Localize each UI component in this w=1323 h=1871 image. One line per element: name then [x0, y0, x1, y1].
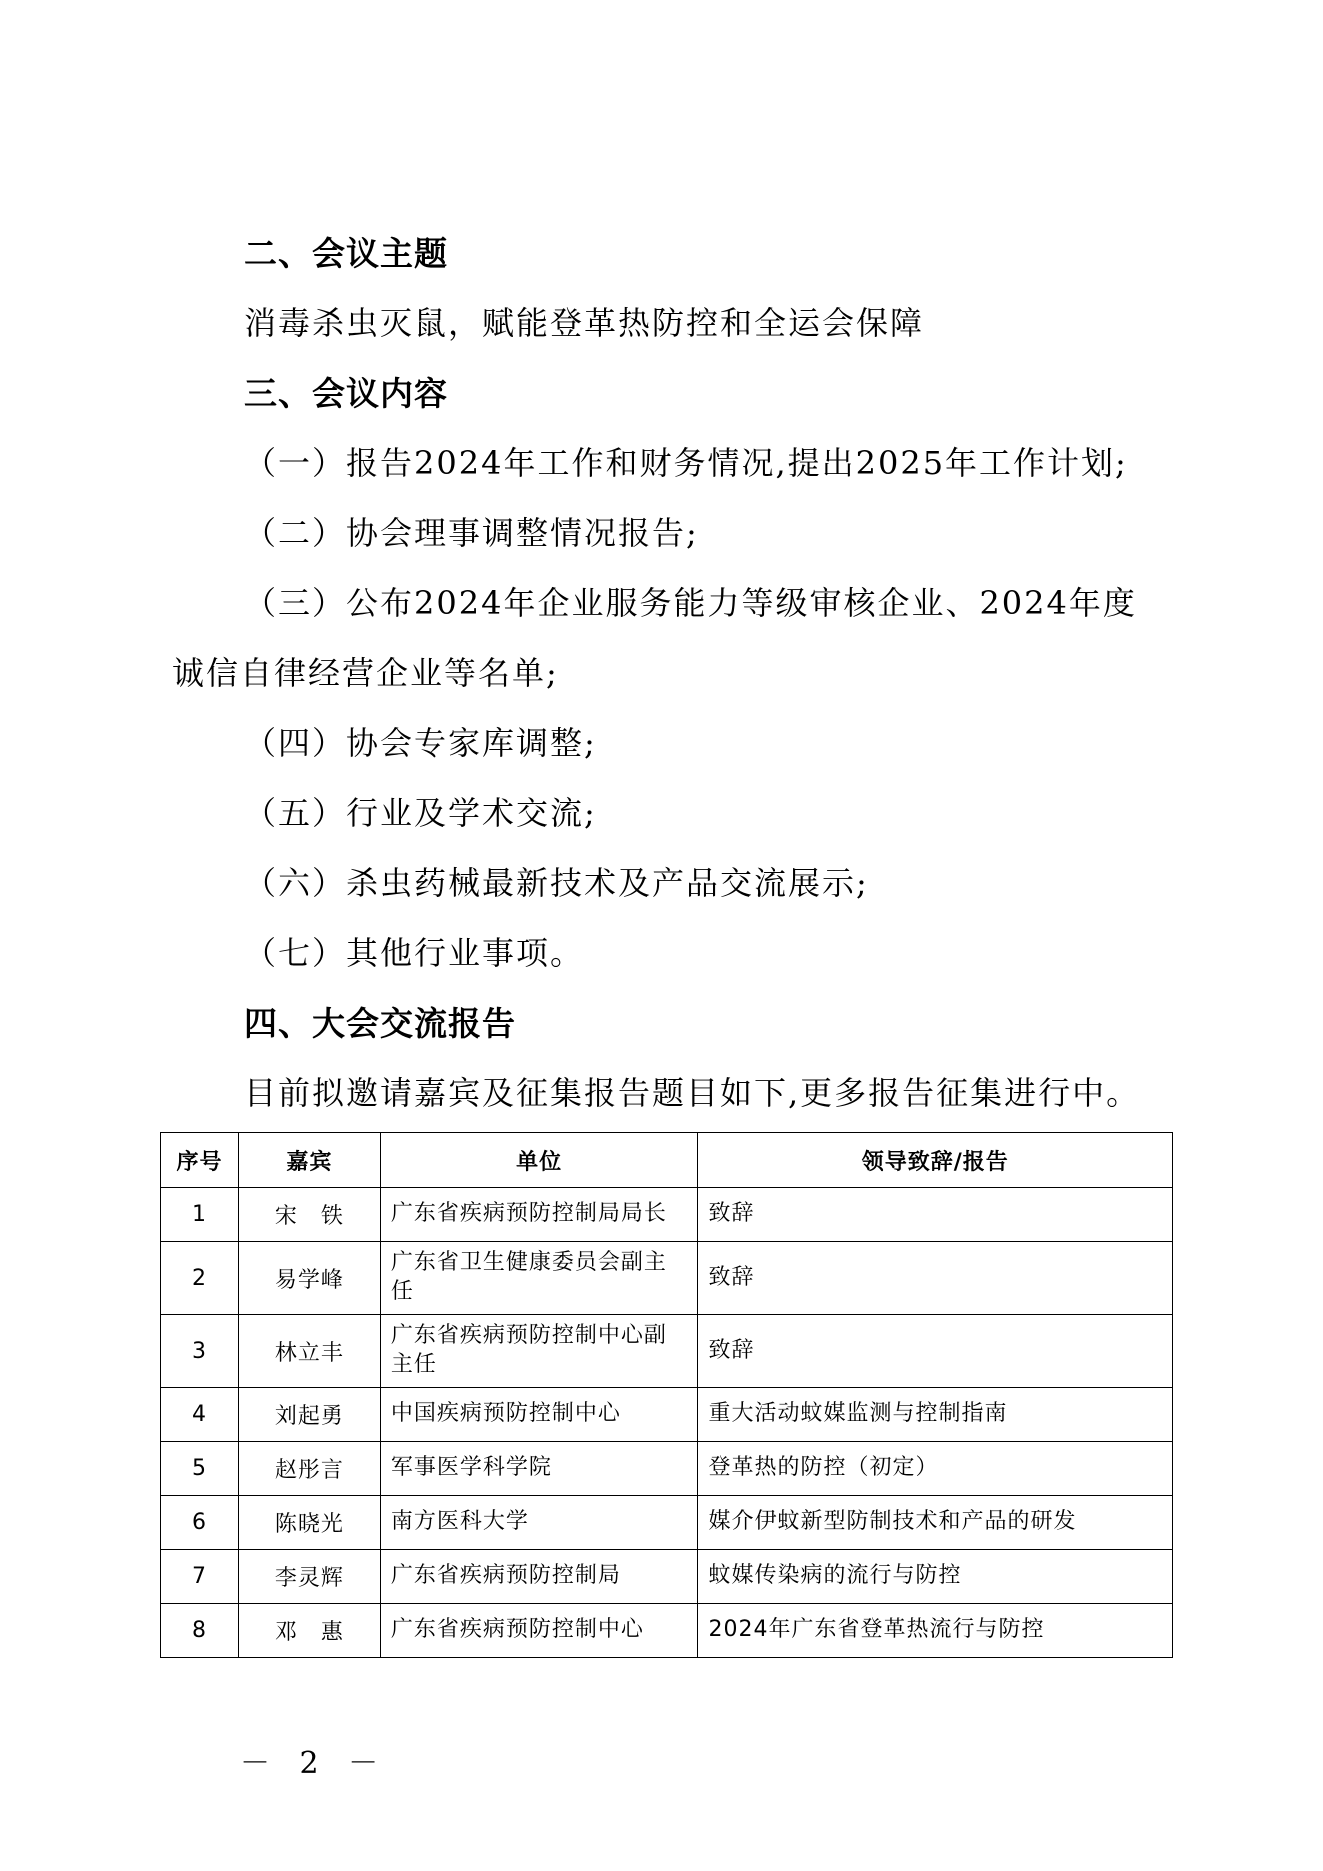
table-row: [161, 1388, 1173, 1442]
cell-topic: 重大活动蚊媒监测与控制指南: [698, 1388, 1173, 1442]
table-row: [161, 1604, 1173, 1658]
header-guest: 嘉宾: [238, 1133, 380, 1188]
content-item-3-continued: 诚信自律经营企业等名单;: [172, 654, 559, 692]
content-item-6: （六）杀虫药械最新技术及产品交流展示;: [244, 864, 869, 902]
content-item-1: （一）报告2024年工作和财务情况,提出2025年工作计划;: [244, 444, 1128, 482]
cell-guest: 陈晓光: [238, 1496, 380, 1550]
table-header-row: [161, 1133, 1173, 1188]
cell-topic: 媒介伊蚊新型防制技术和产品的研发: [698, 1496, 1173, 1550]
cell-unit: 广东省疾病预防控制中心副主任: [380, 1315, 698, 1388]
cell-guest: 邓 惠: [238, 1604, 380, 1658]
table-row: [161, 1550, 1173, 1604]
guest-table: [160, 1132, 1173, 1658]
cell-guest: 易学峰: [238, 1242, 380, 1315]
cell-unit: 广东省疾病预防控制局: [380, 1550, 698, 1604]
cell-no: 3: [161, 1315, 239, 1388]
cell-no: 8: [161, 1604, 239, 1658]
cell-no: 5: [161, 1442, 239, 1496]
content-item-2: （二）协会理事调整情况报告;: [244, 514, 699, 552]
cell-no: 6: [161, 1496, 239, 1550]
table-row: [161, 1315, 1173, 1388]
section-heading-content: 三、会议内容: [244, 374, 448, 413]
cell-guest: 赵彤言: [238, 1442, 380, 1496]
table-row: [161, 1442, 1173, 1496]
cell-guest: 刘起勇: [238, 1388, 380, 1442]
content-item-4: （四）协会专家库调整;: [244, 724, 597, 762]
table-row: [161, 1496, 1173, 1550]
cell-no: 4: [161, 1388, 239, 1442]
cell-guest: 林立丰: [238, 1315, 380, 1388]
cell-guest: 李灵辉: [238, 1550, 380, 1604]
cell-unit: 军事医学科学院: [380, 1442, 698, 1496]
cell-topic: 登革热的防控（初定）: [698, 1442, 1173, 1496]
section-heading-report: 四、大会交流报告: [244, 1004, 516, 1043]
content-item-7: （七）其他行业事项。: [244, 934, 585, 972]
content-item-3: （三）公布2024年企业服务能力等级审核企业、2024年度: [244, 584, 1137, 622]
cell-unit: 广东省疾病预防控制局局长: [380, 1188, 698, 1242]
section-heading-theme: 二、会议主题: [244, 234, 448, 273]
header-unit: 单位: [380, 1133, 698, 1188]
cell-unit: 广东省卫生健康委员会副主任: [380, 1242, 698, 1315]
theme-text: 消毒杀虫灭鼠，赋能登革热防控和全运会保障: [244, 304, 925, 342]
header-topic: 领导致辞/报告: [698, 1133, 1173, 1188]
cell-guest: 宋 铁: [238, 1188, 380, 1242]
cell-unit: 南方医科大学: [380, 1496, 698, 1550]
content-item-5: （五）行业及学术交流;: [244, 794, 597, 832]
report-intro: 目前拟邀请嘉宾及征集报告题目如下,更多报告征集进行中。: [244, 1074, 1141, 1112]
cell-no: 2: [161, 1242, 239, 1315]
cell-no: 1: [161, 1188, 239, 1242]
cell-topic: 致辞: [698, 1188, 1173, 1242]
table-row: [161, 1188, 1173, 1242]
cell-unit: 广东省疾病预防控制中心: [380, 1604, 698, 1658]
cell-topic: 致辞: [698, 1242, 1173, 1315]
cell-topic: 致辞: [698, 1315, 1173, 1388]
cell-topic: 2024年广东省登革热流行与防控: [698, 1604, 1173, 1658]
cell-no: 7: [161, 1550, 239, 1604]
cell-topic: 蚊媒传染病的流行与防控: [698, 1550, 1173, 1604]
header-no: 序号: [161, 1133, 239, 1188]
table-row: [161, 1242, 1173, 1315]
cell-unit: 中国疾病预防控制中心: [380, 1388, 698, 1442]
page-number: － 2 －: [240, 1746, 389, 1781]
